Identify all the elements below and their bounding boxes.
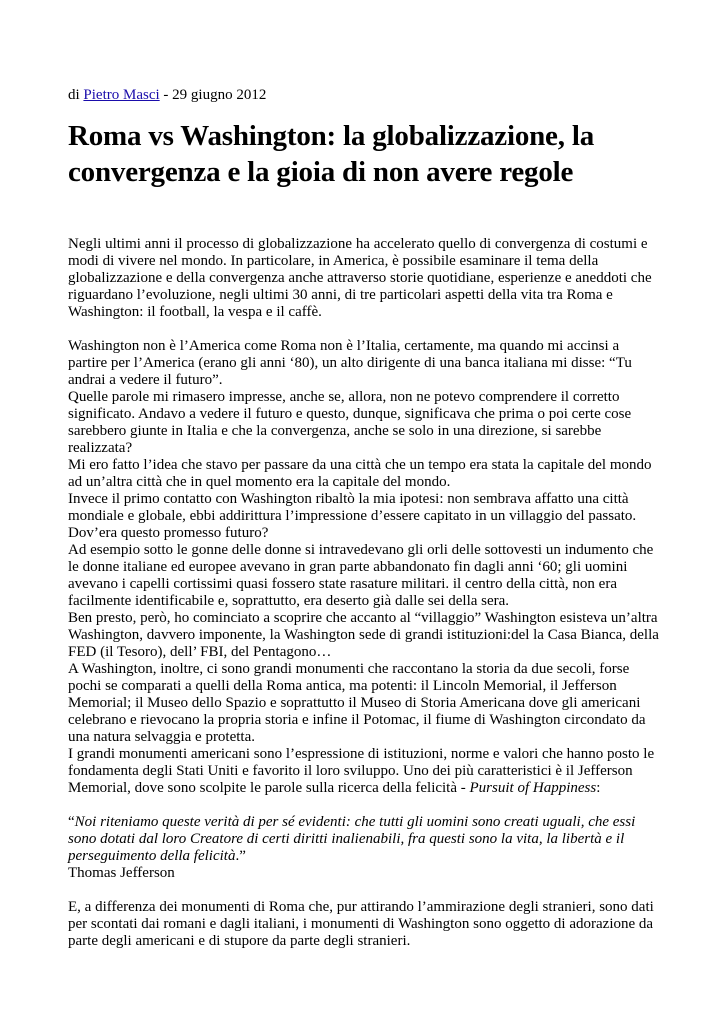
paragraph-monuments: A Washington, inoltre, ci sono grandi monumenti che raccontano la storia da due secoli, forse pochi se comparati a quelli della Roma antica, ma potenti: il Lincoln Memorial, il Jefferson Memorial; il Museo dello Spazio e soprattutto il Museo di Storia Americana dove gli americani celebrano e rievocano la propria storia e infine il Potomac, il fiume di Washington circondato da una natura selvaggia e protetta. bbox=[68, 661, 646, 745]
paragraph-example: Ad esempio sotto le gonne delle donne si intravedevano gli orli delle sottovesti un indumento che le donne italiane ed europee avevano in gran parte abbandonato fin dagli anni ‘60; gli uomini avevano i capelli cortissimi quasi fossero state rasature militari. il centro della città, non era facilmente identificabile e, soprattutto, era deserto già dalle sei della sera. bbox=[68, 542, 654, 609]
paragraph-gap bbox=[68, 321, 660, 338]
quote-open-mark: “ bbox=[68, 814, 75, 830]
paragraph-first-contact: Invece il primo contatto con Washington ribaltò la mia ipotesi: non sembrava affatto una città mondiale e globale, ebbi addirittura l’impressione d’essere capitato in un villaggio del passato. Dov’era questo promesso futuro? bbox=[68, 491, 637, 541]
article-body bbox=[68, 236, 660, 950]
paragraph-institutions bbox=[68, 746, 660, 797]
author-link[interactable]: Pietro Masci bbox=[83, 87, 160, 103]
jefferson-quote bbox=[68, 814, 660, 865]
paragraph-intro: Negli ultimi anni il processo di globalizzazione ha accelerato quello di convergenza di costumi e modi di vivere nel mondo. In particolare, in America, è possibile esaminare il tema della globalizzazione e della convergenza anche attraverso storie quotidiane, esperienze e aneddoti che riguardano l’evoluzione, negli ultimi 30 anni, di tre particolari aspetti della vita tra Roma e Washington: il football, la vespa e il caffè. bbox=[68, 236, 652, 320]
institutions-text: I grandi monumenti americani sono l’espressione di istituzioni, norme e valori che hanno posto le fondamenta degli Stati Uniti e favorito il loro sviluppo. Uno dei più caratteristici è il Jefferson Memorial, dove sono scolpite le parole sulla ricerca della felicità - bbox=[68, 746, 655, 796]
paragraph-washington: Washington non è l’America come Roma non è l’Italia, certamente, ma quando mi accinsi a partire per l’America (erano gli anni ‘80), un alto dirigente di una banca italiana mi disse: “Tu andrai a vedere il futuro”. bbox=[68, 338, 632, 388]
paragraph-idea: Mi ero fatto l’idea che stavo per passare da una città che un tempo era stata la capitale del mondo ad un’altra città che in quel momento era la capitale del mondo. bbox=[68, 457, 652, 490]
institutions-colon: : bbox=[596, 780, 601, 796]
byline-separator: - bbox=[159, 87, 173, 103]
quote-close-mark: .” bbox=[235, 848, 246, 864]
byline-prefix: di bbox=[68, 87, 84, 103]
paragraph-gap bbox=[68, 797, 660, 814]
quote-text: Noi riteniamo queste verità di per sé evidenti: che tutti gli uomini sono creati uguali, che essi sono dotati dal loro Creatore di certi diritti inalienabili, fra questi sono la vita, la libertà e il perseguimento della felicità bbox=[68, 814, 636, 864]
paragraph-impressions: Quelle parole mi rimasero impresse, anche se, allora, non ne potevo comprendere il corretto significato. Andavo a vedere il futuro e questo, dunque, significava che prima o poi certe cose sarebbero giunte in Italia e che la convergenza, anche se solo in una direzione, si sarebbe realizzata? bbox=[68, 389, 632, 456]
pursuit-of-happiness: Pursuit of Happiness bbox=[469, 780, 597, 796]
publish-date: 29 giugno 2012 bbox=[172, 87, 267, 103]
quote-author: Thomas Jefferson bbox=[68, 865, 175, 881]
paragraph-conclusion: E, a differenza dei monumenti di Roma che, pur attirando l’ammirazione degli stranieri, sono dati per scontati dai romani e dagli italiani, i monumenti di Washington sono oggetto di adorazione da parte degli americani e di stupore da parte degli stranieri. bbox=[68, 899, 654, 949]
paragraph-other-washington: Ben presto, però, ho cominciato a scoprire che accanto al “villaggio” Washington esisteva un’altra Washington, davvero imponente, la Washington sede di grandi istituzioni:del la Casa Bianca, della FED (il Tesoro), dell’ FBI, del Pentagono… bbox=[68, 610, 659, 660]
byline bbox=[68, 86, 266, 104]
paragraph-gap bbox=[68, 882, 660, 899]
article-title: Roma vs Washington: la globalizzazione, la convergenza e la gioia di non avere regole bbox=[68, 120, 594, 188]
